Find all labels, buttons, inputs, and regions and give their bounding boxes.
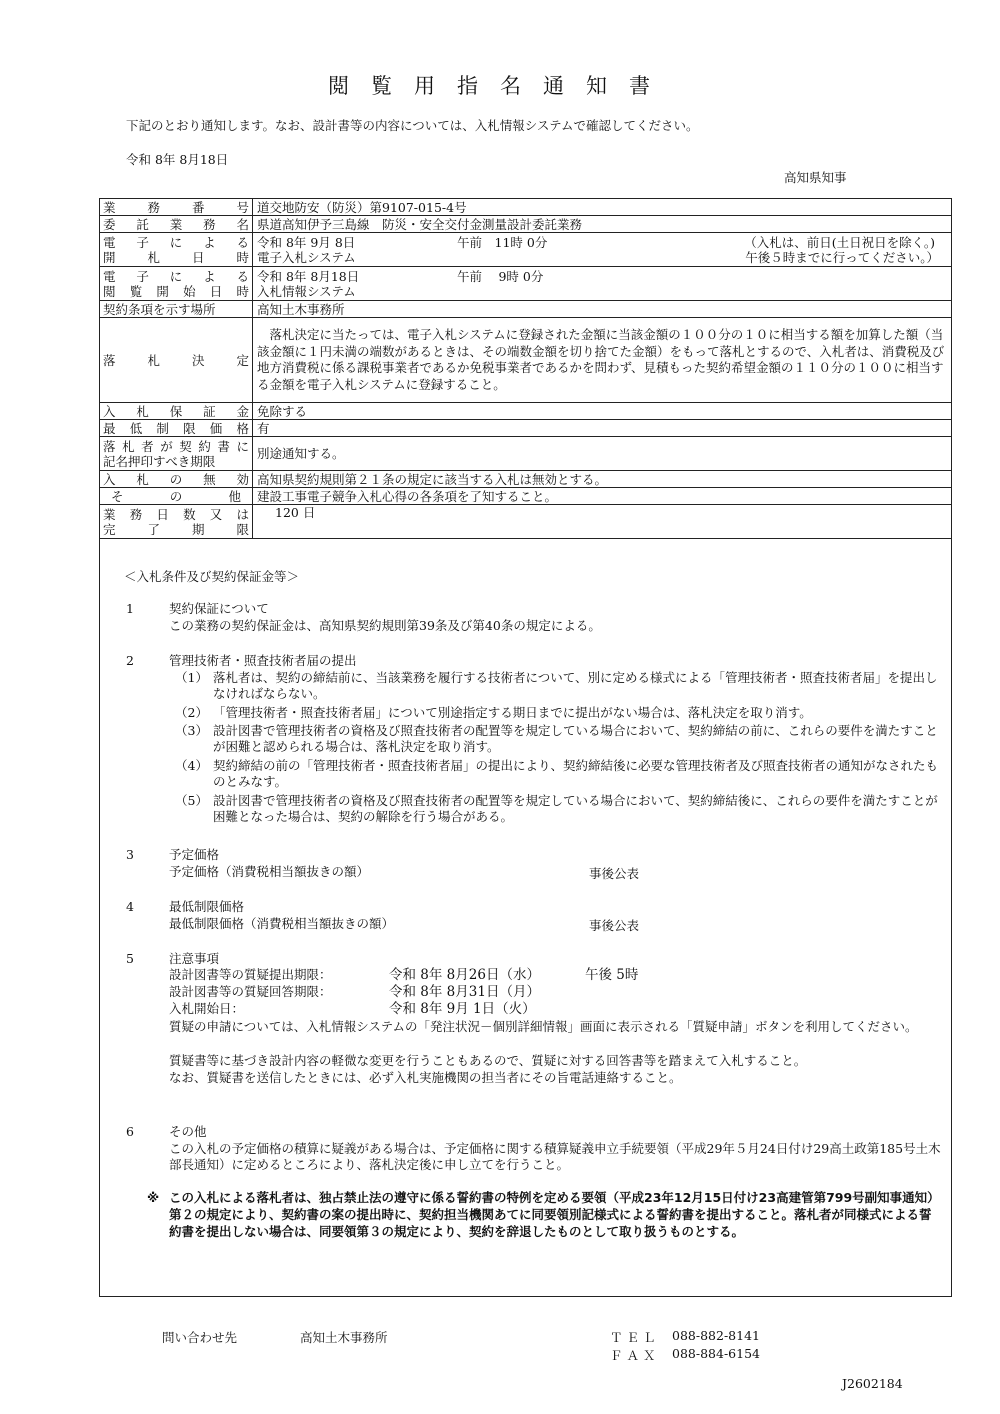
section-2-item-1: （1） 落札者は、契約の締結前に、当該業務を履行する技術者について、別に定める様式による「管理技術者・照査技術者届」を提出しなければならない。 [175, 670, 938, 701]
section-3-label: 予定価格（消費税相当額抜きの額） [169, 864, 370, 879]
section-4-value: 事後公表 [589, 918, 640, 933]
document-title: 閲覧用指名通知書 [328, 74, 672, 98]
conditions-heading: ＜入札条件及び契約保証金等＞ [124, 569, 300, 584]
label-min-price: 最 低 制 限 価 格 [103, 420, 249, 436]
label-days-1: 業 務 日 数 又 は [103, 506, 249, 522]
award-text: 落札決定に当たっては、電子入札システムに登録された金額に当該金額の１００分の１０に相当する額を加算した額（当該金額に１円未満の端数があるときは、その端数金額を切り捨てた金額）をもって落札とするので、入札者は、消費税及び地方消費税に係る課税事業者であるか免税事業者であるかを問わず、見積もった契約希望金額の１１０分の１００に相当する金額を電子入札システムに登録すること。 [253, 318, 952, 403]
notice-mark: ※ [147, 1190, 160, 1205]
deadline-row-2: 設計図書等の質疑回答期限： 令和 8年 8月31日（月） [169, 984, 540, 1000]
fax-label: ＦＡＸ [610, 1348, 660, 1363]
row-other [100, 488, 952, 505]
row-business-no [100, 199, 952, 216]
section-1-body: この業務の契約保証金は、高知県契約規則第39条及び第40条の規定による。 [169, 618, 601, 633]
row-opening [100, 233, 952, 267]
row-business-name [100, 216, 952, 233]
section-2-item-3: （3） 設計図書で管理技術者の資格及び照査技術者の配置等を規定している場合において、契約締結の前に、これらの要件を満たすことが困難と認められる場合は、落札決定を取り消す。 [175, 723, 938, 754]
section-1-title: 契約保証について [169, 601, 269, 616]
label-days-2: 完 了 期 限 [103, 521, 249, 537]
label-opening-1: 電 子 に よ る [103, 234, 249, 250]
label-award: 落 札 決 定 [103, 352, 249, 368]
label-other: そ の 他 [111, 488, 241, 504]
label-viewing-1: 電 子 に よ る [103, 268, 249, 284]
label-viewing-2: 閲 覧 開 始 日 時 [103, 283, 249, 299]
row-contract-place [100, 301, 952, 318]
section-3-value: 事後公表 [589, 866, 640, 881]
section-3-title: 予定価格 [169, 847, 220, 862]
business-name: 県道高知伊予三島線 防災・安全交付金測量設計委託業務 [253, 216, 952, 233]
min-price: 有 [253, 420, 952, 437]
section-2-item-4: （4） 契約締結の前の「管理技術者・照査技術者届」の提出により、契約締結後に必要な管理技術者及び照査技術者の通知がなされたものとみなす。 [175, 758, 939, 789]
label-business-no: 業 務 番 号 [103, 199, 249, 215]
deadline-row-3: 入札開始日： 令和 8年 9月 1日（火） [169, 1001, 536, 1017]
opening-system: 電子入札システム [257, 249, 356, 265]
section-2-item-5: （5） 設計図書で管理技術者の資格及び照査技術者の配置等を規定している場合において、契約締結後に、これらの要件を満たすことが困難となった場合は、契約の解除を行う場合がある。 [175, 793, 938, 824]
contract-place: 高知土木事務所 [253, 301, 952, 318]
section-4-num: 4 [126, 899, 134, 914]
other-text: 建設工事電子競争入札心得の各条項を了知すること。 [253, 488, 952, 505]
section-4-label: 最低制限価格（消費税相当額抜きの額） [169, 916, 395, 931]
section-4-title: 最低制限価格 [169, 899, 245, 914]
section-1-num: 1 [126, 601, 134, 616]
label-seal-1: 落 札 者 が 契 約 書 に [103, 438, 249, 454]
contact-label: 問い合わせ先 [162, 1330, 238, 1345]
section-5-para-2: 質疑書等に基づき設計内容の軽微な変更を行うこともあるので、質疑に対する回答書等を踏まえて入札すること。 [169, 1053, 807, 1068]
tel-number: 088-882-8141 [672, 1328, 760, 1343]
row-seal [100, 437, 952, 471]
issuer: 高知県知事 [784, 170, 847, 185]
opening-note-1: （入札は、前日(土日祝日を除く。) [744, 234, 935, 250]
section-5-para-1: 質疑の申請については、入札情報システムの「発注状況－個別詳細情報」画面に表示される「質疑申請」ボタンを利用してください。 [169, 1019, 918, 1034]
section-3-num: 3 [126, 847, 134, 862]
section-2-title: 管理技術者・照査技術者届の提出 [169, 653, 357, 668]
row-min-price [100, 420, 952, 437]
label-contract-place: 契約条項を示す場所 [100, 301, 253, 318]
intro-text: 下記のとおり通知します。なお、設計書等の内容については、入札情報システムで確認してください。 [126, 118, 699, 133]
issue-date: 令和 8年 8月18日 [126, 152, 229, 167]
section-6-body: この入札の予定価格の積算に疑義がある場合は、予定価格に関する積算疑義申立手続要領（平成29年５月24日付け29高土政第185号土木部長通知）に定めるところにより、落札決定後に申し立てを行うこと。 [169, 1141, 941, 1172]
label-bid-bond: 入 札 保 証 金 [103, 403, 249, 419]
tel-label: ＴＥＬ [610, 1330, 660, 1345]
row-invalid [100, 471, 952, 488]
row-days [100, 505, 952, 539]
contact-office: 高知土木事務所 [300, 1330, 388, 1345]
viewing-system: 入札情報システム [257, 283, 356, 299]
business-days: 120 日 [253, 505, 952, 539]
document-id: J2602184 [842, 1376, 903, 1391]
invalid-text: 高知県契約規則第２１条の規定に該当する入札は無効とする。 [253, 471, 952, 488]
viewing-date: 令和 8年 8月18日 [257, 268, 360, 284]
section-2-item-2: （2） 「管理技術者・照査技術者届」について別途指定する期日までに提出がない場合は、落札決定を取り消す。 [175, 705, 812, 720]
section-5-title: 注意事項 [169, 951, 220, 966]
opening-time: 午前 11時 0分 [457, 234, 548, 250]
seal-deadline: 別途通知する。 [253, 437, 952, 471]
label-seal-2: 記名押印すべき期限 [103, 453, 216, 469]
label-invalid: 入 札 の 無 効 [103, 471, 249, 487]
fax-number: 088-884-6154 [672, 1346, 760, 1361]
bid-bond: 免除する [253, 403, 952, 420]
section-5-para-3: なお、質疑書を送信したときには、必ず入札実施機関の担当者にその旨電話連絡すること。 [169, 1070, 682, 1085]
viewing-time: 午前 9時 0分 [457, 268, 544, 284]
label-opening-2: 開 札 日 時 [103, 249, 249, 265]
label-business-name: 委 託 業 務 名 [103, 216, 249, 232]
section-6-num: 6 [126, 1124, 134, 1139]
row-viewing [100, 267, 952, 301]
opening-note-2: 午後５時までに行ってください。） [745, 249, 939, 265]
section-6-title: その他 [169, 1124, 207, 1139]
section-2-num: 2 [126, 653, 134, 668]
row-award [100, 318, 952, 403]
info-table [99, 198, 952, 539]
row-bid-bond [100, 403, 952, 420]
opening-date: 令和 8年 9月 8日 [257, 234, 356, 250]
business-no: 道交地防安（防災）第9107-015-4号 [253, 199, 952, 216]
deadline-row-1: 設計図書等の質疑提出期限： 令和 8年 8月26日（水） 午後 5時 [169, 967, 639, 983]
notice-text: この入札による落札者は、独占禁止法の遵守に係る誓約書の特例を定める要領（平成23年12月15日付け23高建管第799号副知事通知）第２の規定により、契約書の案の提出時に、契約担当機関あてに同要領別記様式による誓約書を提出すること。落札者が同様式による誓約書を提出しない場合は、同要領第３の規定により、契約を辞退したものとして取り扱うものとする。 [169, 1190, 934, 1239]
section-5-num: 5 [126, 951, 134, 966]
